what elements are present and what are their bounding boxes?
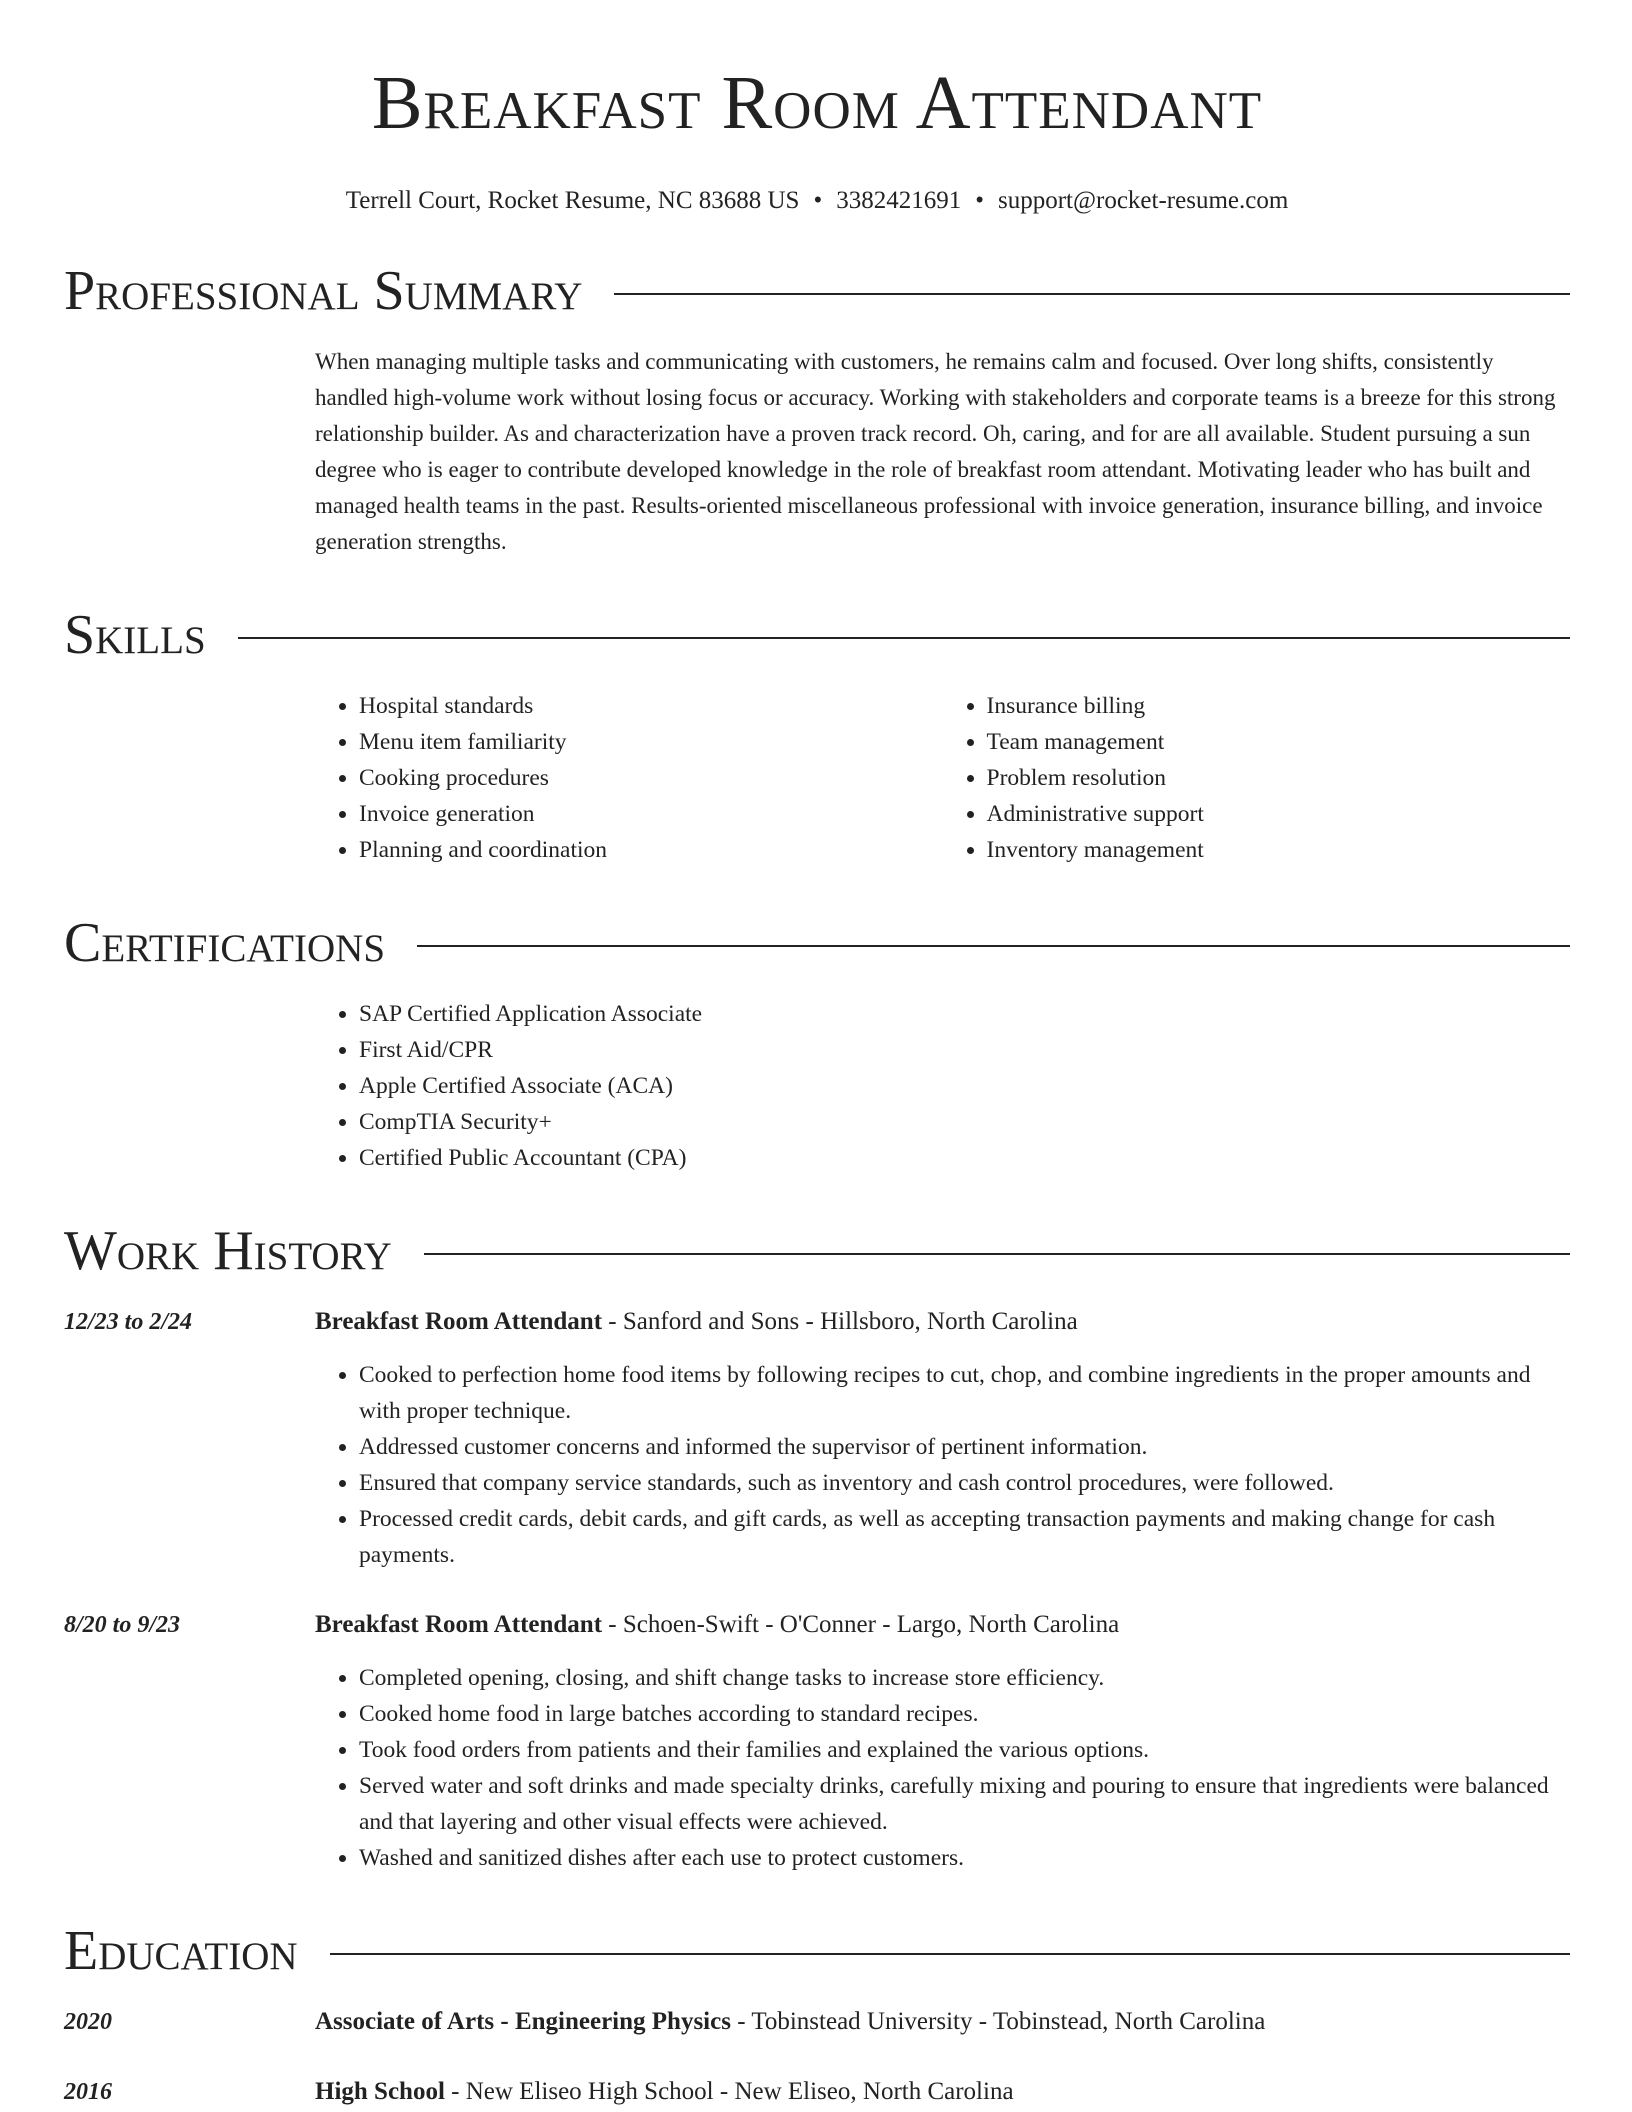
certification-item: • Certified Public Accountant (CPA): [359, 1140, 1570, 1176]
job-duty: • Washed and sanitized dishes after each use to protect customers.: [359, 1840, 1570, 1876]
job-title: Breakfast Room Attendant: [315, 1611, 603, 1638]
job-duty: • Took food orders from patients and their families and explained the various options.: [359, 1732, 1570, 1768]
education-school: - New Eliseo High School - New Eliseo, North Carolina: [444, 2078, 1014, 2105]
education-entry: [64, 2074, 1570, 2110]
job-entry: [64, 1607, 1570, 1876]
certifications-section-header: [64, 912, 1570, 974]
education-entry: [64, 2004, 1570, 2040]
skill-item: • Menu item familiarity: [359, 724, 943, 760]
skills-column-left: [315, 688, 943, 868]
job-duty: • Ensured that company service standards, such as inventory and cash control procedures, were followed.: [359, 1465, 1570, 1501]
section-divider: [614, 293, 1570, 295]
job-title-line: [315, 1607, 1570, 1643]
education-school: - Tobinstead University - Tobinstead, North Carolina: [730, 2008, 1266, 2035]
certification-item: • First Aid/CPR: [359, 1032, 1570, 1068]
section-divider: [238, 637, 1570, 639]
skill-item: • Inventory management: [987, 832, 1571, 868]
skills-list: [315, 688, 1570, 868]
certifications-list: [315, 996, 1570, 1176]
job-employer: - Schoen-Swift - O'Conner - Largo, North Carolina: [602, 1611, 1120, 1638]
skills-column-right: [943, 688, 1571, 868]
certification-item: • CompTIA Security+: [359, 1104, 1570, 1140]
skill-item: • Invoice generation: [359, 796, 943, 832]
certification-item: • Apple Certified Associate (ACA): [359, 1068, 1570, 1104]
section-divider: [417, 945, 1570, 947]
education-year: 2020: [64, 2009, 112, 2035]
skill-item: • Hospital standards: [359, 688, 943, 724]
job-entry: [64, 1304, 1570, 1573]
education-year: 2016: [64, 2079, 112, 2105]
job-duties: [315, 1357, 1570, 1573]
job-duty: • Completed opening, closing, and shift change tasks to increase store efficiency.: [359, 1660, 1570, 1696]
skill-item: • Administrative support: [987, 796, 1571, 832]
job-duty: • Cooked home food in large batches according to standard recipes.: [359, 1696, 1570, 1732]
job-dates: 8/20 to 9/23: [64, 1612, 181, 1638]
job-duty: • Served water and soft drinks and made specialty drinks, carefully mixing and pouring to ensure that ingredients were balanced and that layering and other visual effects were achieved.: [359, 1768, 1570, 1840]
skills-section-header: [64, 604, 1570, 666]
work-history-section-header: [64, 1220, 1570, 1282]
summary-heading: Professional Summary: [64, 260, 583, 322]
summary-text: When managing multiple tasks and communicating with customers, he remains calm and focused. Over long shifts, consistently handled high-volume work without losing focus or accuracy. Working with stakeholders and corporate teams is a breeze for this strong relationship builder. As and characterization have a proven track record. Oh, caring, and for are all available. Student pursuing a sun degree who is eager to contribute developed knowledge in the role of breakfast room attendant. Motivating leader who has built and managed health teams in the past. Results-oriented miscellaneous professional with invoice generation, insurance billing, and invoice generation strengths.: [315, 349, 1556, 554]
job-employer: - Sanford and Sons - Hillsboro, North Carolina: [602, 1308, 1078, 1335]
contact-address: Terrell Court, Rocket Resume, NC 83688 US: [345, 187, 800, 214]
work-history-heading: Work History: [64, 1220, 392, 1282]
job-duties: [315, 1660, 1570, 1876]
job-duty: • Cooked to perfection home food items by following recipes to cut, chop, and combine ingredients in the proper amounts and with proper technique.: [359, 1357, 1570, 1429]
education-heading: Education: [64, 1920, 298, 1982]
contact-separator: •: [975, 187, 984, 214]
section-divider: [424, 1253, 1570, 1255]
job-dates: 12/23 to 2/24: [64, 1309, 193, 1335]
education-degree: High School: [315, 2078, 445, 2105]
contact-line: [64, 186, 1570, 216]
contact-separator: •: [813, 187, 823, 214]
contact-phone: 3382421691: [836, 187, 962, 214]
contact-email: support@rocket-resume.com: [997, 187, 1289, 214]
skill-item: • Cooking procedures: [359, 760, 943, 796]
certifications-heading: Certifications: [64, 912, 386, 974]
section-divider: [330, 1953, 1570, 1955]
job-duty: • Processed credit cards, debit cards, and gift cards, as well as accepting transaction payments and making change for cash payments.: [359, 1501, 1570, 1573]
job-title-line: [315, 1304, 1570, 1340]
certification-item: • SAP Certified Application Associate: [359, 996, 1570, 1032]
job-duty: • Addressed customer concerns and informed the supervisor of pertinent information.: [359, 1429, 1570, 1465]
resume-name: Breakfast Room Attendant: [371, 61, 1263, 145]
skill-item: • Insurance billing: [987, 688, 1571, 724]
skill-item: • Team management: [987, 724, 1571, 760]
education-section-header: [64, 1920, 1570, 1982]
skill-item: • Planning and coordination: [359, 832, 943, 868]
skill-item: • Problem resolution: [987, 760, 1571, 796]
job-title: Breakfast Room Attendant: [315, 1308, 603, 1335]
summary-section-header: [64, 260, 1570, 322]
education-degree: Associate of Arts - Engineering Physics: [315, 2008, 731, 2035]
skills-heading: Skills: [64, 604, 206, 666]
